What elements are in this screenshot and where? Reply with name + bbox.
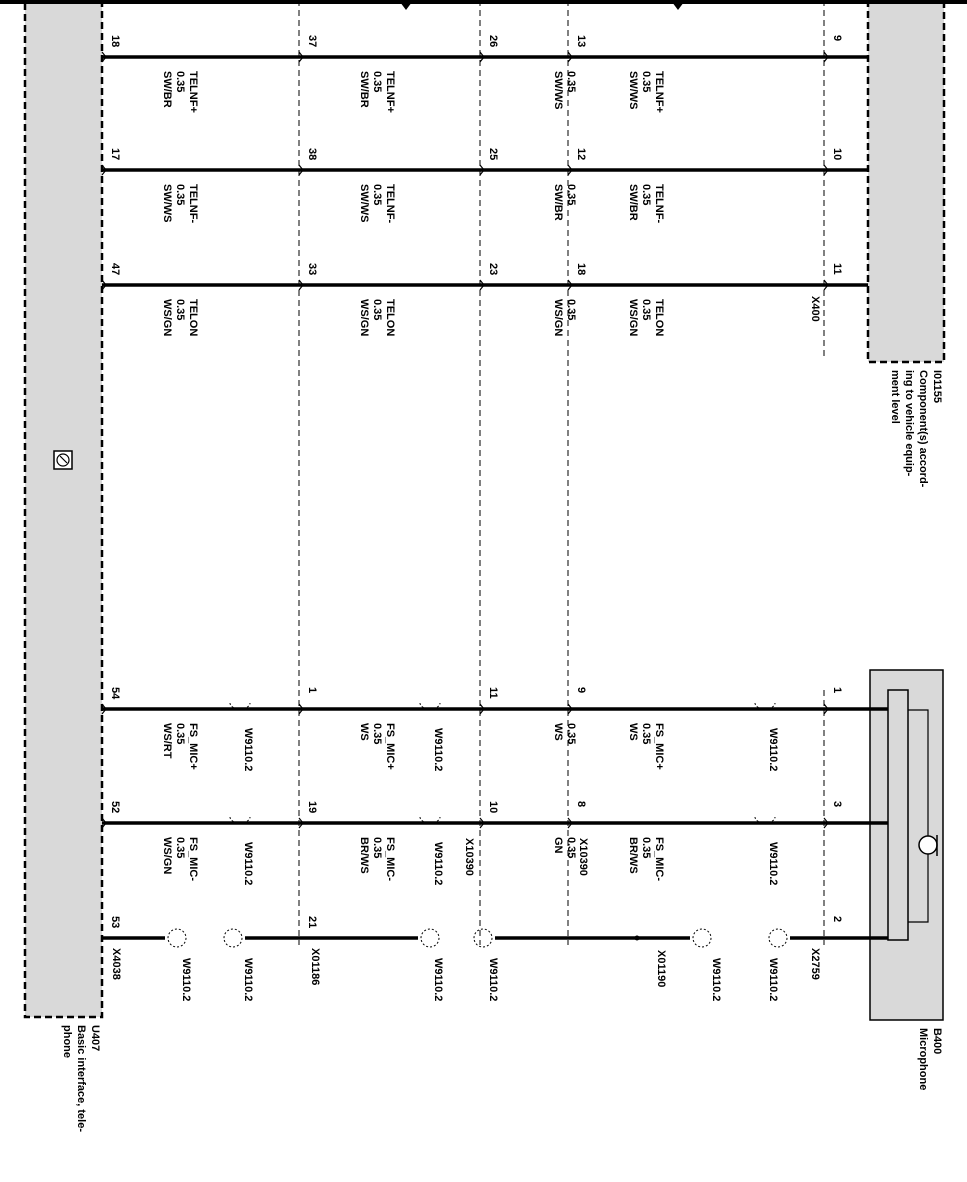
wire-label: SW/BR — [552, 184, 564, 221]
shield-end-icon — [474, 929, 492, 947]
wire-labels — [161, 71, 665, 881]
wire-label: TELON — [653, 299, 665, 337]
wire-label: SW/BR — [358, 71, 370, 108]
u407-name-line1: Basic interface, tele- — [75, 1025, 87, 1132]
pin-number: 8 — [575, 801, 587, 808]
wire-label: TELNF- — [384, 184, 396, 224]
wire-label: 0.35 — [371, 71, 383, 93]
shield-label: W9110.2 — [242, 958, 254, 1002]
wire-label: FS_MIC+ — [384, 723, 396, 770]
wire-label: WS — [627, 723, 639, 741]
u407-name-line2: phone — [61, 1025, 73, 1058]
wire-label: 0.35 — [371, 184, 383, 206]
shield-label: W9110.2 — [242, 842, 254, 886]
wire-label: SW/WS — [161, 184, 173, 223]
wire-label: BR/WS — [358, 837, 370, 874]
wire-label: FS_MIC- — [653, 837, 665, 881]
pin-number: 1 — [306, 687, 318, 694]
pin-number: 9 — [831, 35, 843, 42]
i01155-name-line2: ing to vehicle equip- — [903, 370, 915, 477]
wire-label: WS/GN — [161, 837, 173, 875]
connector-x01186: X01186 — [309, 948, 321, 986]
wire-label: WS/RT — [161, 723, 173, 759]
wire-label: 0.35 — [565, 299, 577, 321]
pin-number: 10 — [487, 801, 499, 814]
pin-number: 17 — [109, 148, 121, 161]
wire-label: BR/WS — [627, 837, 639, 874]
shield-end-icon — [693, 929, 711, 947]
pin-number: 11 — [831, 263, 843, 275]
wire-label: TELNF- — [653, 184, 665, 224]
wire-label: SW/WS — [627, 71, 639, 110]
arrow-down-icon — [400, 2, 412, 10]
wire-label: 0.35 — [640, 299, 652, 321]
shield-label: W9110.2 — [242, 728, 254, 772]
shield-label: W9110.2 — [767, 842, 779, 886]
wire-label: WS — [552, 723, 564, 741]
wire-label: 0.35 — [371, 299, 383, 321]
wire-label: SW/BR — [161, 71, 173, 108]
pin-number: 23 — [487, 263, 499, 276]
shield-label: W9110.2 — [767, 958, 779, 1002]
wire-label: 0.35 — [174, 837, 186, 859]
wire-label: GN — [552, 837, 564, 854]
shield-label: W9110.2 — [767, 728, 779, 772]
shield-end-icon — [421, 929, 439, 947]
b400-name: Microphone — [917, 1028, 929, 1091]
i01155-component-box — [868, 0, 944, 362]
wire-label: TELON — [187, 299, 199, 337]
connector-x2759: X2759 — [809, 948, 821, 980]
connector-x10390: X10390 — [463, 838, 475, 876]
wire-label: 0.35 — [174, 723, 186, 745]
wire-label: 0.35 — [565, 71, 577, 93]
pin-number: 19 — [306, 801, 318, 814]
wire-label: WS/GN — [552, 299, 564, 337]
shield-label: W9110.2 — [432, 728, 444, 772]
u407-id: U407 — [89, 1025, 101, 1052]
pin-number: 37 — [306, 35, 318, 48]
pin-number: 54 — [109, 687, 121, 700]
pin-number: 1 — [831, 687, 843, 694]
connector-x400: X400 — [809, 296, 821, 322]
wire-label: 0.35 — [371, 723, 383, 745]
pin-number: 11 — [487, 687, 499, 699]
wire-label: TELON — [384, 299, 396, 337]
arrow-down-icon — [672, 2, 684, 10]
wire-label: SW/WS — [358, 184, 370, 223]
shield-label: W9110.2 — [710, 958, 722, 1002]
connector-x10390-b: X10390 — [577, 838, 589, 876]
pin-number: 21 — [306, 916, 318, 929]
wire-label: TELNF+ — [384, 71, 396, 113]
wire-label: SW/BR — [627, 184, 639, 221]
i01155-name-line1: Component(s) accord- — [917, 370, 929, 488]
connector-x01190: X01190 — [655, 950, 667, 988]
pin-number: 3 — [831, 801, 843, 808]
pin-number: 47 — [109, 263, 121, 276]
wire-label: WS/GN — [161, 299, 173, 337]
pin-number: 18 — [575, 263, 587, 276]
splice-dot — [635, 936, 640, 941]
wire-label: TELNF- — [187, 184, 199, 224]
shield-end-icon — [769, 929, 787, 947]
wire-label: FS_MIC- — [384, 837, 396, 881]
wire-label: 0.35 — [640, 837, 652, 859]
pin-number: 12 — [575, 148, 587, 161]
pin-number: 38 — [306, 148, 318, 161]
pin-number: 18 — [109, 35, 121, 48]
pin-number: 26 — [487, 35, 499, 48]
connector-x4038: X4038 — [110, 948, 122, 980]
wire-label: 0.35 — [565, 837, 577, 859]
pin-number: 9 — [575, 687, 587, 694]
wire-label: TELNF+ — [653, 71, 665, 113]
wire-label: WS/GN — [358, 299, 370, 337]
wire-label: 0.35 — [174, 299, 186, 321]
wire-label: 0.35 — [640, 723, 652, 745]
wire-label: 0.35 — [565, 184, 577, 206]
shield-label: W9110.2 — [432, 958, 444, 1002]
wire-label: FS_MIC- — [187, 837, 199, 881]
b400-id: B400 — [931, 1028, 943, 1055]
i01155-id: I01155 — [931, 370, 943, 404]
shield-end-icon — [168, 929, 186, 947]
wire-label: 0.35 — [640, 71, 652, 93]
pin-number: 10 — [831, 148, 843, 161]
pin-number: 13 — [575, 35, 587, 48]
wire-label: 0.35 — [371, 837, 383, 859]
pin-number: 52 — [109, 801, 121, 814]
shield-end-icon — [224, 929, 242, 947]
wire-label: TELNF+ — [187, 71, 199, 113]
wire-label: WS/GN — [627, 299, 639, 337]
i01155-name-line3: ment level — [889, 370, 901, 424]
pin-number: 33 — [306, 263, 318, 276]
wire-label: 0.35 — [565, 723, 577, 745]
wire-label: 0.35 — [174, 184, 186, 206]
shield-label: W9110.2 — [487, 958, 499, 1002]
shield-label: W9110.2 — [180, 958, 192, 1002]
wire-label: 0.35 — [640, 184, 652, 206]
shield-label: W9110.2 — [432, 842, 444, 886]
wire-label: 0.35 — [174, 71, 186, 93]
pin-number: 25 — [487, 148, 499, 161]
wire-label: FS_MIC+ — [187, 723, 199, 770]
wire-label: SW/WS — [552, 71, 564, 110]
wire-label: WS — [358, 723, 370, 741]
pin-number: 2 — [831, 916, 843, 923]
pin-number: 53 — [109, 916, 121, 929]
u407-module — [25, 0, 102, 1017]
shield-ground-icon — [54, 451, 72, 469]
wire-label: FS_MIC+ — [653, 723, 665, 770]
